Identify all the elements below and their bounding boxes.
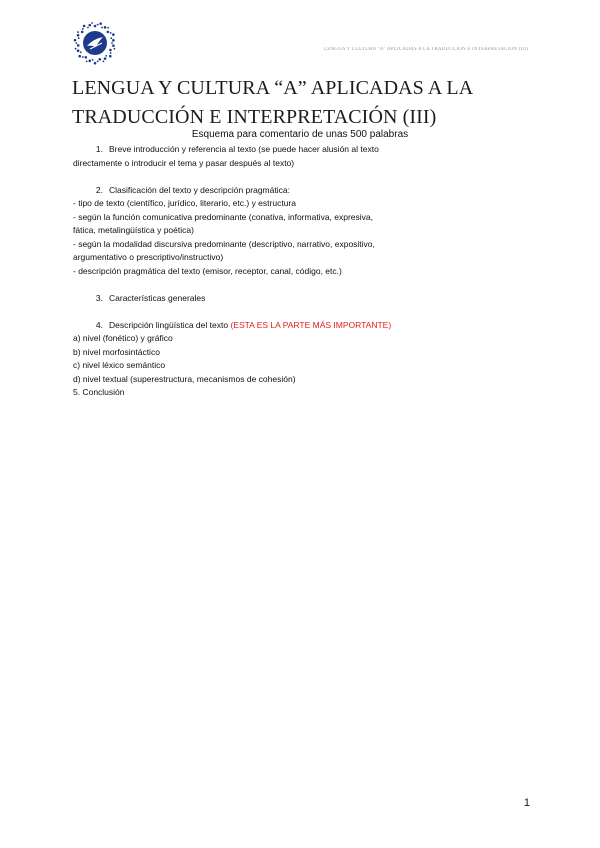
outline-content [73, 143, 438, 400]
section-4 [73, 319, 438, 333]
list-item: - tipo de texto (científico, jurídico, literario, etc.) y estructura [73, 198, 296, 208]
section-number: 4. [95, 319, 103, 330]
list-item: - descripción pragmática del texto (emisor, receptor, canal, código, etc.) [73, 265, 342, 276]
list-item: fática, metalingüística y poética) [73, 225, 194, 235]
university-seal-icon [72, 20, 118, 66]
list-item: d) nivel textual (superestructura, mecanismos de cohesión) [73, 373, 296, 384]
section-5: 5. Conclusión [73, 387, 125, 397]
section-1 [73, 143, 438, 157]
section-3 [73, 292, 438, 306]
section-1-continuation: directamente o introducir el tema y pasar después al texto) [73, 157, 295, 168]
section-number: 3. [95, 292, 103, 303]
section-heading: Características generales [109, 292, 206, 303]
document-title [72, 74, 542, 132]
document-subtitle: Esquema para comentario de unas 500 palabras [191, 129, 409, 140]
page-number: 1 [523, 797, 530, 809]
important-note: (ESTA ES LA PARTE MÁS IMPORTANTE) [230, 319, 392, 330]
title-line-2: TRADUCCIÓN E INTERPRETACIÓN (III) [72, 106, 437, 128]
list-item: c) nivel léxico semántico [73, 360, 166, 370]
running-header: LENGUA Y CULTURA "A" APLICADAS A LA TRADUCCIÓN E INTERPRETACIÓN (III) [323, 47, 528, 52]
section-heading: Descripción lingüística del texto [109, 319, 229, 330]
section-heading: Clasificación del texto y descripción pragmática: [109, 184, 290, 195]
section-2 [73, 184, 438, 198]
section-text: Breve introducción y referencia al texto (se puede hacer alusión al texto [109, 144, 379, 154]
list-item: b) nivel morfosintáctico [73, 346, 160, 357]
section-number: 2. [95, 184, 103, 195]
list-item: argumentativo o prescriptivo/instructivo) [73, 252, 224, 262]
list-item: a) nivel (fonético) y gráfico [73, 333, 173, 343]
list-item: - según la función comunicativa predominante (conativa, informativa, expresiva, [73, 211, 374, 222]
list-item: - según la modalidad discursiva predominante (descriptivo, narrativo, expositivo, [73, 238, 375, 249]
title-line-1: LENGUA Y CULTURA “A” APLICADAS A LA [72, 77, 474, 99]
section-number: 1. [95, 144, 103, 154]
